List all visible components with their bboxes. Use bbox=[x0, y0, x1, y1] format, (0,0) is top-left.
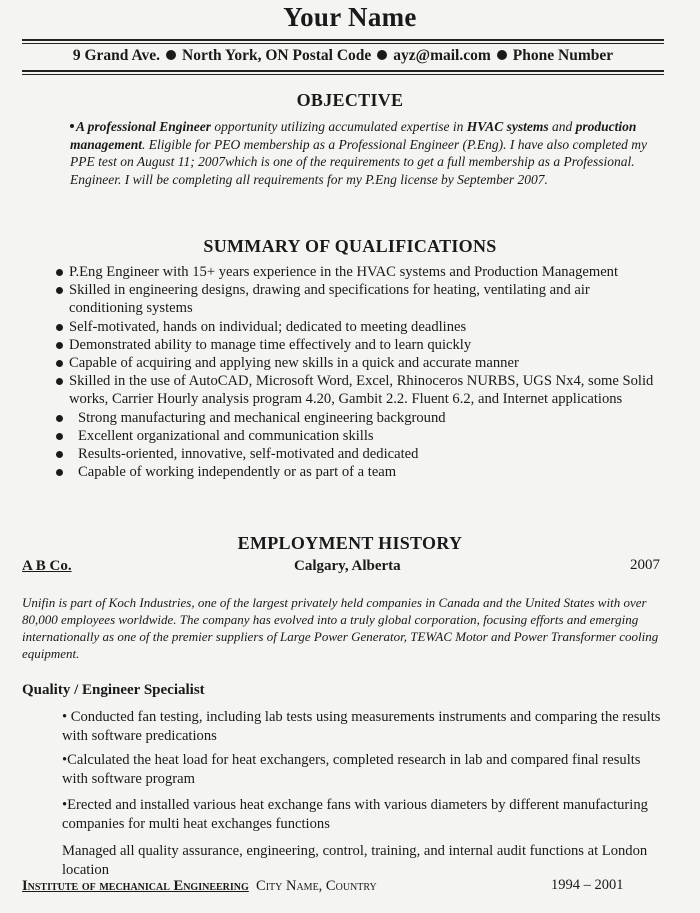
list-item bbox=[36, 409, 656, 427]
qualifications-list bbox=[36, 263, 656, 481]
email: ayz@mail.com bbox=[393, 47, 491, 64]
duty-item: Managed all quality assurance, engineering, control, training, and internal audit functions at London location bbox=[62, 843, 648, 878]
duty-item: •Erected and installed various heat exchange fans with various diameters by different manufacturing companies for multi heat exchanges functions bbox=[62, 797, 648, 832]
list-item-text: Strong manufacturing and mechanical engineering background bbox=[78, 409, 446, 426]
qualifications-heading: SUMMARY OF QUALIFICATIONS bbox=[203, 236, 497, 256]
list-item-text: Self-motivated, hands on individual; dedicated to meeting deadlines bbox=[69, 318, 467, 335]
bullet-icon bbox=[56, 324, 63, 331]
objective-text bbox=[70, 118, 650, 188]
bullet-separator bbox=[166, 50, 176, 60]
list-item-text: Skilled in engineering designs, drawing and specifications for heating, ventilating and air conditioning systems bbox=[69, 282, 590, 317]
list-item-text: Skilled in the use of AutoCAD, Microsoft Word, Excel, Rhinoceros NURBS, UGS Nx4, some Solid works, Carrier Hourly analysis program 4.20, Gambit 2.2. Fluent 6.2, and Internet applications bbox=[69, 373, 654, 408]
candidate-name: Your Name bbox=[283, 2, 417, 32]
employment-heading: EMPLOYMENT HISTORY bbox=[237, 533, 463, 553]
objective-heading: OBJECTIVE bbox=[296, 90, 404, 110]
header-rule-top bbox=[22, 39, 664, 41]
education-line bbox=[22, 878, 377, 895]
objective-lead: A professional Engineer bbox=[76, 119, 212, 134]
company-description: Unifin is part of Koch Industries, one of the largest privately held companies in Canada and the United States with over 80,000 employees worldwide. The company has evolved into a truly global corporation, focusing efforts and emerging internationally as one of the premier suppliers of Large Power Generator, TEWAC Motor and Power Transformer cooling equipment. bbox=[22, 595, 659, 661]
list-item bbox=[36, 445, 656, 463]
bullet-icon bbox=[56, 287, 63, 294]
education-years: 1994 – 2001 bbox=[551, 877, 624, 893]
bullet-separator bbox=[377, 50, 387, 60]
objective-rest: . Eligible for PEO membership as a Professional Engineer (P.Eng). I have also completed my PPE test on August 11; 2007which is one of the requirements to get a full membership as a Professional. Engineer. I will be completing all requirements for my P.Eng license by September 2007. bbox=[70, 136, 648, 187]
list-item bbox=[36, 336, 656, 354]
company-name: A B Co. bbox=[22, 558, 72, 574]
bullet-icon bbox=[56, 433, 63, 440]
address: 9 Grand Ave. bbox=[72, 47, 160, 64]
objective-production: production management bbox=[70, 119, 637, 152]
list-item bbox=[36, 263, 656, 281]
objective-part: and bbox=[548, 119, 576, 134]
header-rule-bottom bbox=[22, 70, 664, 72]
list-item bbox=[36, 281, 656, 317]
bullet-icon bbox=[56, 451, 63, 458]
bullet-icon bbox=[56, 415, 63, 422]
header-rule-top-thin bbox=[22, 43, 664, 44]
list-item-text: Results-oriented, innovative, self-motivated and dedicated bbox=[78, 446, 419, 463]
list-item-text: Excellent organizational and communication skills bbox=[78, 427, 374, 444]
list-item-text: Capable of working independently or as part of a team bbox=[78, 464, 397, 481]
institution-place: City Name, Country bbox=[256, 878, 377, 894]
list-item bbox=[36, 463, 656, 481]
institution-name: Institute of mechanical Engineering bbox=[22, 878, 249, 894]
bullet-separator bbox=[497, 50, 507, 60]
bullet-icon bbox=[56, 378, 63, 385]
bullet-icon bbox=[70, 124, 74, 128]
duty-item: • Conducted fan testing, including lab tests using measurements instruments and comparing the results with software predications bbox=[62, 709, 661, 744]
objective-hvac: HVAC systems bbox=[466, 119, 549, 134]
bullet-icon bbox=[56, 269, 63, 276]
list-item-text: P.Eng Engineer with 15+ years experience in the HVAC systems and Production Management bbox=[69, 264, 619, 280]
job-title: Quality / Engineer Specialist bbox=[22, 682, 205, 698]
phone: Phone Number bbox=[512, 47, 614, 64]
city: North York, ON Postal Code bbox=[182, 47, 372, 64]
bullet-icon bbox=[56, 469, 63, 476]
contact-line bbox=[22, 47, 664, 65]
header-rule-bottom-thin bbox=[22, 74, 664, 75]
list-item-text: Demonstrated ability to manage time effectively and to learn quickly bbox=[69, 336, 472, 353]
company-location: Calgary, Alberta bbox=[294, 558, 401, 574]
list-item bbox=[36, 354, 656, 372]
list-item bbox=[36, 427, 656, 445]
list-item bbox=[36, 318, 656, 336]
bullet-icon bbox=[56, 342, 63, 349]
duty-item: •Calculated the heat load for heat exchangers, completed research in lab and compared final results with software program bbox=[62, 752, 641, 787]
list-item bbox=[36, 372, 656, 408]
objective-part: opportunity utilizing accumulated expertise in bbox=[211, 119, 467, 134]
employment-year: 2007 bbox=[630, 557, 660, 573]
bullet-icon bbox=[56, 360, 63, 367]
list-item-text: Capable of acquiring and applying new skills in a quick and accurate manner bbox=[69, 355, 519, 372]
